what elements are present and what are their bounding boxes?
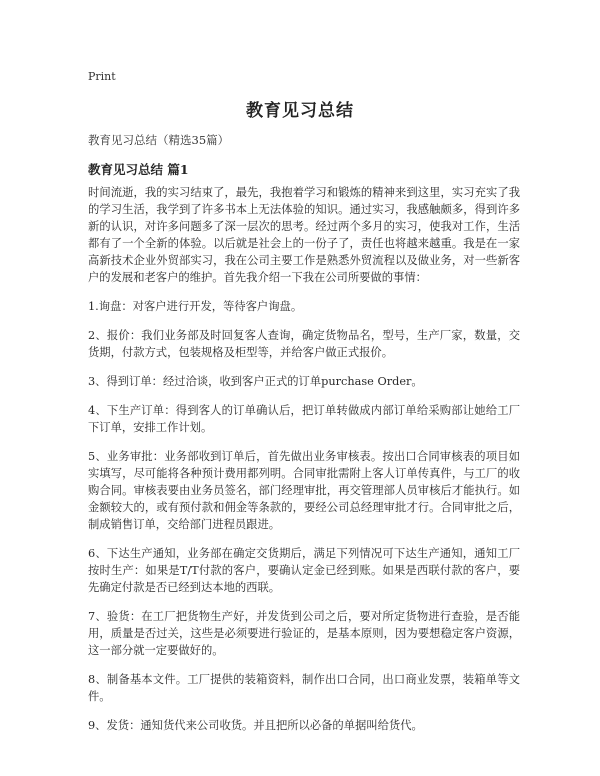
document-subtitle: 教育见习总结（精选35篇） <box>88 133 230 147</box>
step-production-notice-paragraph: 6、下达生产通知，业务部在确定交货期后，满足下列情况可下达生产通知，通知工厂按时生产：如果是T/T付款的客户，要确认定金已经到账。如果是西联付款的客户，要先确定付款是否已经到达本地的西联。 <box>88 547 520 594</box>
step-inspection-paragraph: 7、验货：在工厂把货物生产好，并发货到公司之后，要对所定货物进行查验，是否能用，质量是否过关，这些是必须要进行验证的，是基本原则，因为要想稳定客户资源，这一部分就一定要做好的。 <box>88 610 520 657</box>
step-production-order-paragraph: 4、下生产订单：得到客人的订单确认后，把订单转做成内部订单给采购部让她给工厂下订单，安排工作计划。 <box>88 404 520 434</box>
step-quotation-paragraph: 2、报价：我们业务部及时回复客人查询，确定货物品名，型号，生产厂家，数量，交货期，付款方式，包装规格及柜型等，并给客户做正式报价。 <box>88 329 520 359</box>
step-inquiry-paragraph: 1.询盘：对客户进行开发，等待客户询盘。 <box>88 300 303 313</box>
step-documents-paragraph: 8、制备基本文件。工厂提供的装箱资料，制作出口合同，出口商业发票，装箱单等文件。 <box>88 673 520 703</box>
page-title: 教育见习总结 <box>246 101 354 121</box>
step-order-paragraph: 3、得到订单：经过洽谈，收到客户正式的订单purchase Order。 <box>88 375 423 388</box>
step-shipping-paragraph: 9、发货：通知货代来公司收货。并且把所以必备的单据叫给货代。 <box>88 719 423 732</box>
step-approval-paragraph: 5、业务审批：业务部收到订单后，首先做出业务审核表。按出口合同审核表的项目如实填写，尽可能将各种预计费用都列明。合同审批需附上客人订单传真件，与工厂的收购合同。审核表要由业务员签名，部门经理审批，再交管理部人员审核后才能执行。如金额较大的，或有预付款和佣金等条款的，要经公司总经理审批才行。合同审批之后，制成销售订单，交给部门进程员跟进。 <box>88 450 520 531</box>
intro-paragraph: 时间流逝，我的实习结束了，最先，我抱着学习和锻炼的精神来到这里，实习充实了我的学习生活，我学到了许多书本上无法体验的知识。通过实习，我感触颇多，得到许多新的认识，对许多问题多了深一层次的思考。经过两个多月的实习，使我对工作，生活都有了一个全新的体验。以后就是社会上的一份子了，责任也将越来越重。我是在一家高新技术企业外贸部实习，我在公司主要工作是熟悉外贸流程以及做业务，对一些新客户的发展和老客户的维护。首先我介绍一下我在公司所要做的事情： <box>88 186 520 284</box>
print-label: Print <box>88 70 116 83</box>
section-heading: 教育见习总结 篇1 <box>88 162 189 177</box>
document-body <box>88 184 520 746</box>
